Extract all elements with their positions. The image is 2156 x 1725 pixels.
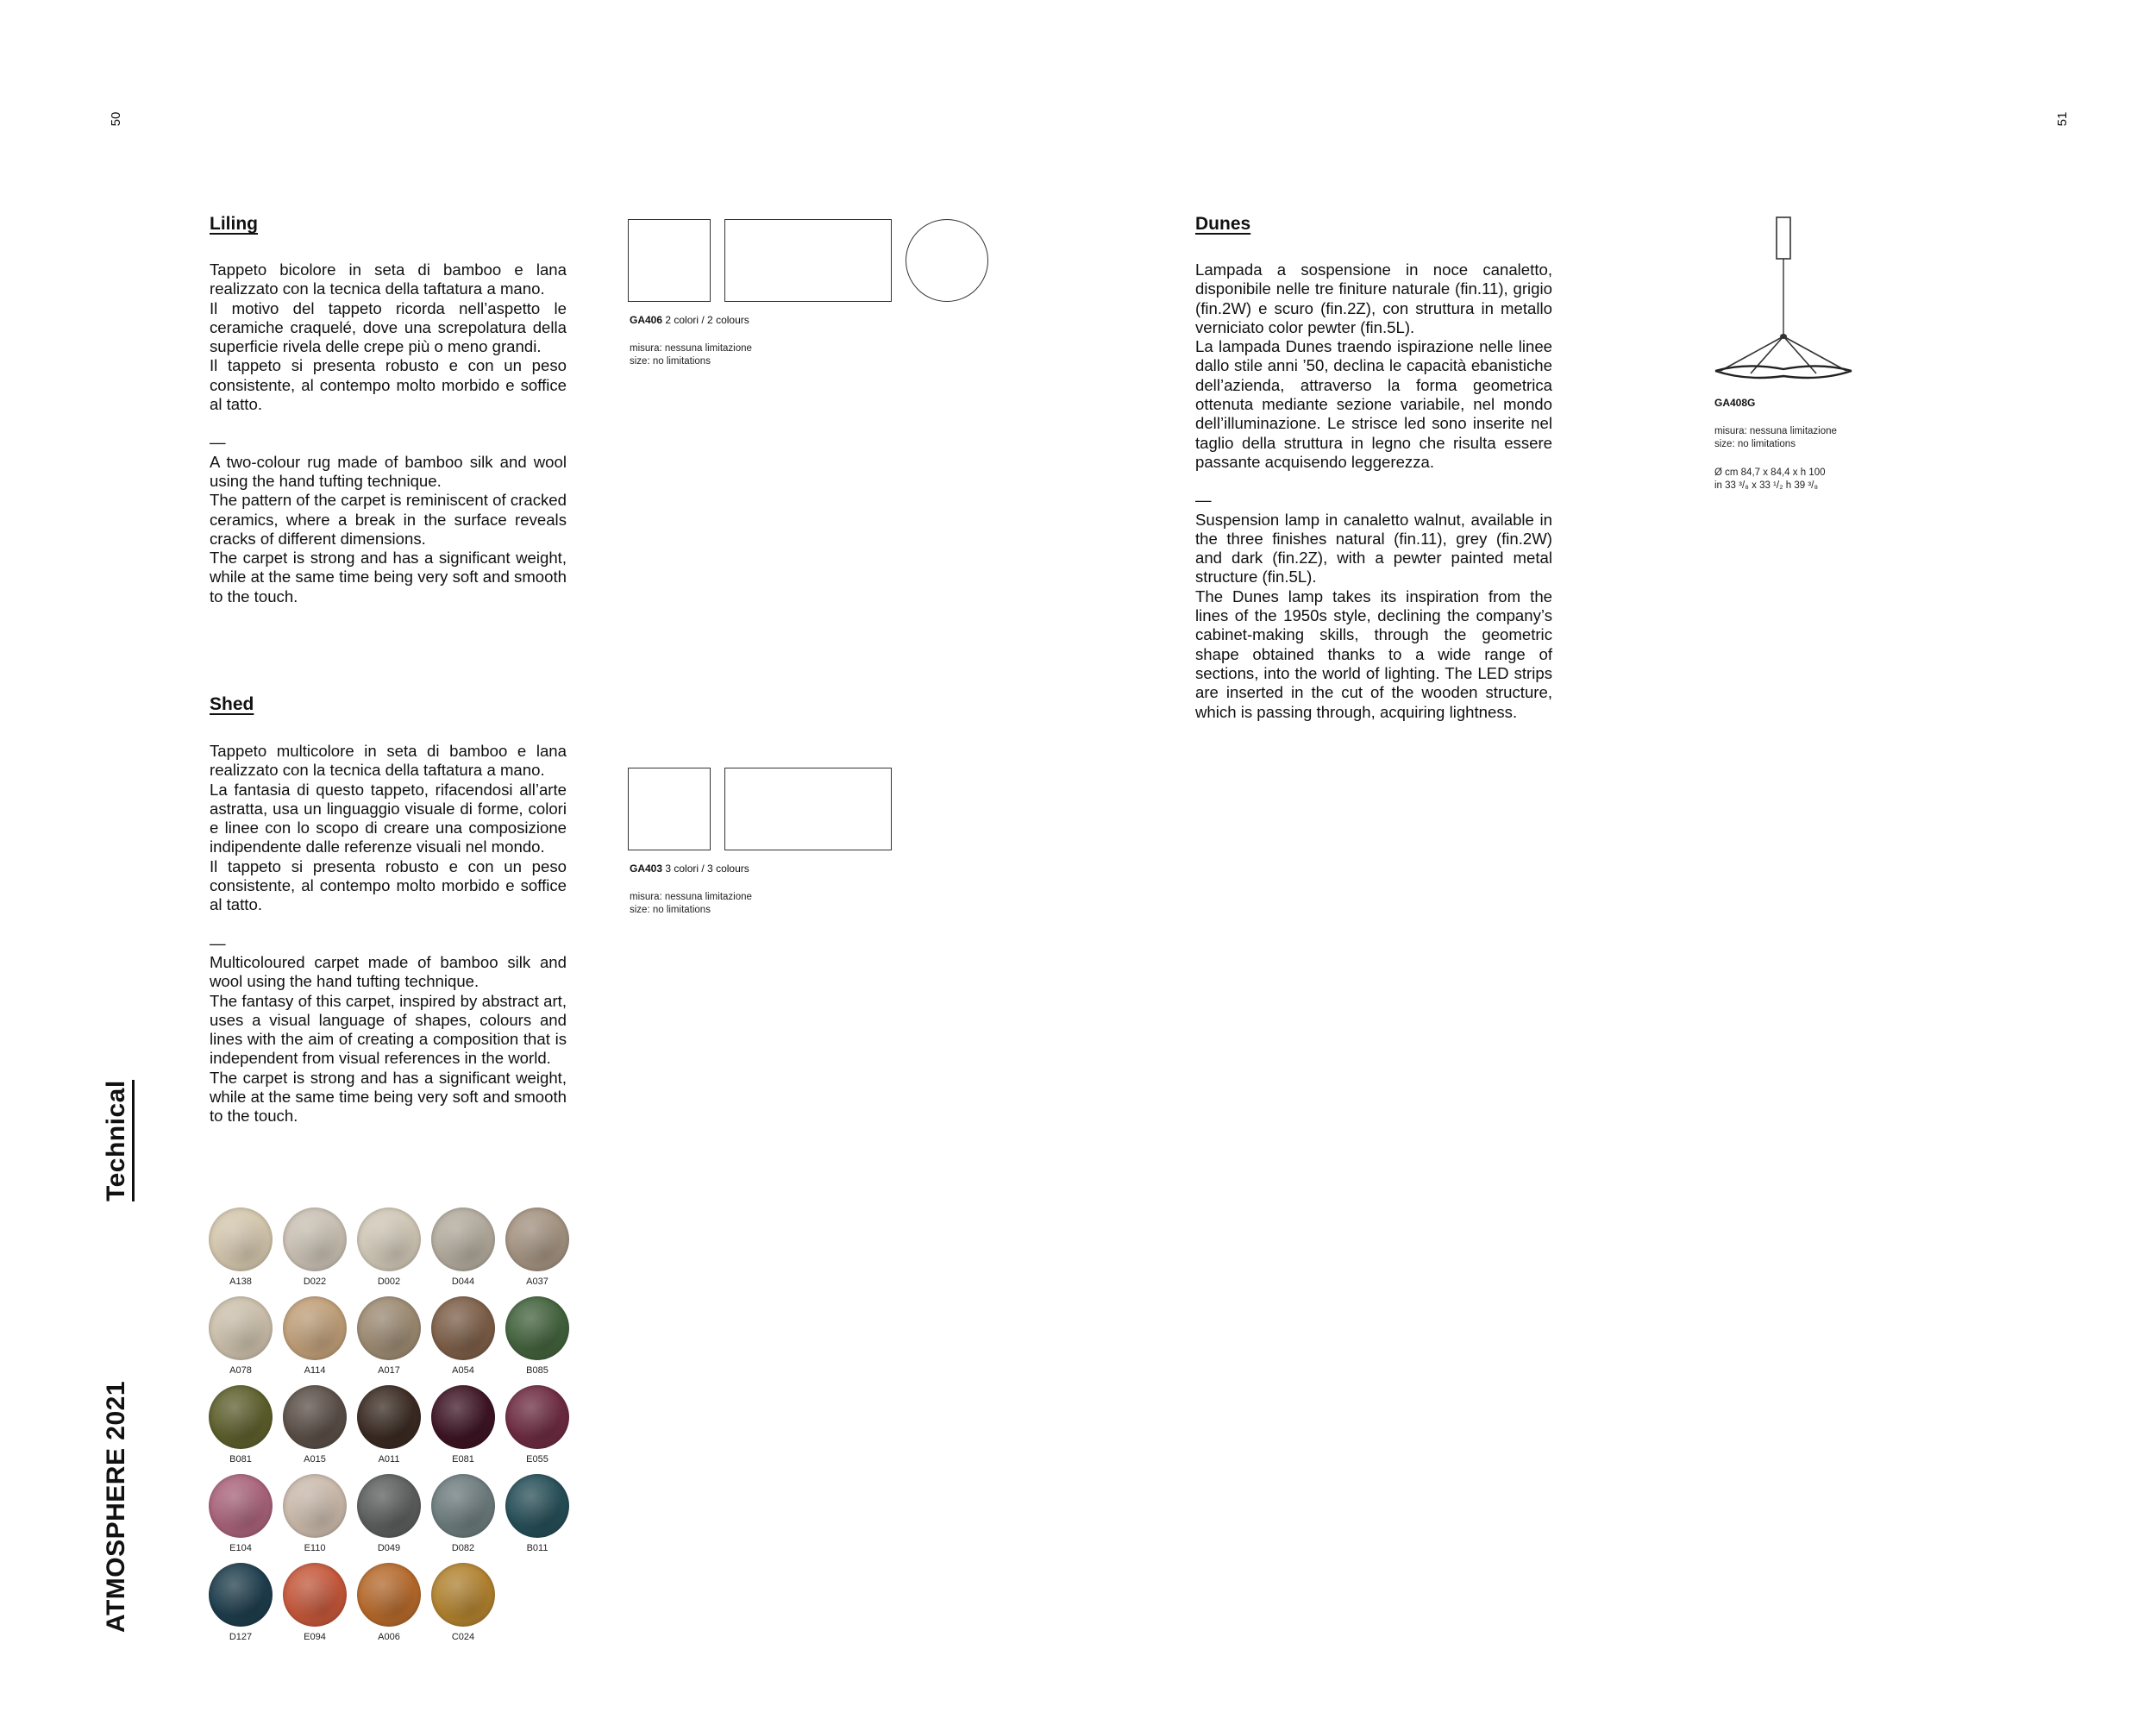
swatch-d002: [357, 1208, 421, 1271]
swatch-d082: [431, 1474, 495, 1538]
liling-it-p3: Il tappeto si presenta robusto e con un peso consistente, al contempo molto morbido e soffice al tatto.: [210, 356, 567, 414]
swatch-label: D049: [377, 1543, 401, 1553]
swatch-a006: [357, 1563, 421, 1627]
liling-text: [210, 260, 567, 606]
swatch-c024: [431, 1563, 495, 1627]
swatch-label: A114: [304, 1365, 326, 1376]
shed-rectangle-shape: [724, 768, 892, 850]
dunes-dim-in: in 33 ³/₈ x 33 ¹/₂ h 39 ³/₈: [1714, 480, 1819, 491]
swatch-d022: [283, 1208, 347, 1271]
swatch-label: E055: [526, 1454, 548, 1465]
swatch-label: D044: [451, 1276, 475, 1287]
dunes-dim-cm: Ø cm 84,7 x 84,4 x h 100: [1714, 467, 1826, 478]
dunes-it-p2: La lampada Dunes traendo ispirazione nelle linee dallo stile anni ’50, declina le capacità ebanistiche dell’azienda, attraverso la forma geometrica ottenuta mediante sezione variabile, nel mondo dell’illuminazione. Le strisce led sono inserite nel taglio della struttura in legno che risulta essere passante acquisendo leggerezza.: [1195, 337, 1552, 471]
shed-title: Shed: [210, 694, 254, 714]
swatch-label: E104: [229, 1543, 252, 1553]
dunes-size-it: misura: nessuna limitazione: [1714, 426, 1837, 436]
shed-size: [630, 891, 752, 917]
dunes-en-p2: The Dunes lamp takes its inspiration from the lines of the 1950s style, declining the company’s cabinet-making skills, through the geometric shape obtained thanks to a wide range of sections, into the world of lighting. The LED strips are inserted in the cut of the wooden structure, which is passing through, acquiring lightness.: [1195, 586, 1552, 721]
swatch-b085: [505, 1296, 569, 1360]
swatch-label: E081: [452, 1454, 474, 1465]
liling-en-p1: A two-colour rug made of bamboo silk and wool using the hand tufting technique.: [210, 452, 567, 490]
swatch-a138: [209, 1208, 273, 1271]
lamp-shade-bottom: [1715, 371, 1852, 378]
swatch-label: E094: [304, 1632, 326, 1642]
swatch-a015: [283, 1385, 347, 1449]
shed-it-p3: Il tappeto si presenta robusto e con un peso consistente, al contempo molto morbido e soffice al tatto.: [210, 856, 567, 914]
swatch-label: B085: [526, 1365, 548, 1376]
dunes-it-p1: Lampada a sospensione in noce canaletto, disponibile nelle tre finiture naturale (fin.11), grigio (fin.2W) e scuro (fin.2Z), con struttura in metallo verniciato color pewter (fin.5L).: [1195, 260, 1552, 336]
shed-colours: 3 colori / 3 colours: [665, 862, 749, 875]
swatch-label: D022: [303, 1276, 327, 1287]
dunes-dimensions: [1714, 467, 1826, 492]
shed-en-p1: Multicoloured carpet made of bamboo silk and wool using the hand tufting technique.: [210, 952, 567, 991]
swatch-label: A054: [452, 1365, 474, 1376]
swatch-a114: [283, 1296, 347, 1360]
liling-size-en: size: no limitations: [630, 356, 711, 367]
dunes-title: Dunes: [1195, 214, 1251, 234]
lamp-shade-top: [1715, 366, 1852, 371]
shed-code: GA403: [630, 862, 663, 875]
liling-code: GA406: [630, 314, 663, 326]
liling-it-p1: Tappeto bicolore in seta di bamboo e lana realizzato con la tecnica della taftatura a mano.: [210, 260, 567, 298]
swatch-label: C024: [451, 1632, 475, 1642]
swatch-d044: [431, 1208, 495, 1271]
shed-size-en: size: no limitations: [630, 905, 711, 915]
liling-en-p3: The carpet is strong and has a significant weight, while at the same time being very soft and smooth to the touch.: [210, 549, 567, 605]
swatch-label: B081: [229, 1454, 252, 1465]
swatch-a017: [357, 1296, 421, 1360]
liling-rectangle-shape: [724, 219, 892, 302]
liling-code-line: [630, 314, 749, 327]
lamp-ceiling-canopy: [1777, 217, 1790, 259]
swatch-e094: [283, 1563, 347, 1627]
liling-circle-shape: [906, 219, 988, 302]
liling-en-p2: The pattern of the carpet is reminiscent of cracked ceramics, where a break in the surface reveals cracks of different dimensions.: [210, 491, 567, 548]
shed-it-p1: Tappeto multicolore in seta di bamboo e lana realizzato con la tecnica della taftatura a mano.: [210, 742, 567, 780]
lamp-arms: [1720, 336, 1846, 373]
shed-size-it: misura: nessuna limitazione: [630, 892, 752, 902]
liling-square-shape: [628, 219, 711, 302]
liling-title: Liling: [210, 214, 258, 234]
dunes-dash: —: [1195, 491, 1212, 510]
swatch-label: A011: [378, 1454, 400, 1465]
shed-text: [210, 742, 567, 1126]
shed-dash: —: [210, 933, 226, 952]
swatch-d127: [209, 1563, 273, 1627]
dunes-code: GA408G: [1714, 397, 1756, 409]
liling-it-p2: Il motivo del tappeto ricorda nell’aspetto le ceramiche craquelé, dove una screpolatura della superficie rivela delle crepe più o meno grandi.: [210, 298, 567, 356]
swatch-label: A138: [229, 1276, 252, 1287]
swatch-a011: [357, 1385, 421, 1449]
swatch-e110: [283, 1474, 347, 1538]
shed-code-line: [630, 862, 749, 875]
dunes-size-en: size: no limitations: [1714, 439, 1796, 449]
swatch-e104: [209, 1474, 273, 1538]
side-label-brand: ATMOSPHERE 2021: [102, 1380, 130, 1633]
swatch-a078: [209, 1296, 273, 1360]
shed-en-p2: The fantasy of this carpet, inspired by abstract art, uses a visual language of shapes, colours and lines with the aim of creating a composition that is independent from visual references in the world.: [210, 991, 567, 1068]
swatch-label: A017: [378, 1365, 400, 1376]
swatch-b011: [505, 1474, 569, 1538]
page-number-left: 50: [109, 111, 123, 127]
swatch-e055: [505, 1385, 569, 1449]
swatch-d049: [357, 1474, 421, 1538]
dunes-code-line: [1714, 397, 1755, 410]
swatch-label: A015: [304, 1454, 326, 1465]
page-number-right: 51: [2055, 111, 2070, 127]
lamp-hub: [1780, 334, 1787, 339]
dunes-text: [1195, 260, 1552, 722]
liling-size-it: misura: nessuna limitazione: [630, 343, 752, 354]
swatch-label: E110: [304, 1543, 326, 1553]
swatch-label: A037: [526, 1276, 548, 1287]
liling-colours: 2 colori / 2 colours: [665, 314, 749, 326]
swatch-a037: [505, 1208, 569, 1271]
swatch-label: D127: [229, 1632, 253, 1642]
liling-dash: —: [210, 433, 226, 452]
dunes-size: [1714, 425, 1837, 451]
swatch-label: A006: [378, 1632, 400, 1642]
swatch-label: D082: [451, 1543, 475, 1553]
dunes-lamp-drawing: [1712, 216, 1858, 384]
dunes-en-p1: Suspension lamp in canaletto walnut, available in the three finishes natural (fin.11), grey (fin.2W) and dark (fin.2Z), with a pewter painted metal structure (fin.5L).: [1195, 510, 1552, 586]
swatch-label: A078: [229, 1365, 252, 1376]
side-label-technical: Technical: [102, 1080, 131, 1201]
swatch-a054: [431, 1296, 495, 1360]
swatch-b081: [209, 1385, 273, 1449]
shed-square-shape: [628, 768, 711, 850]
swatch-label: B011: [526, 1543, 548, 1553]
swatch-label: D002: [377, 1276, 401, 1287]
shed-en-p3: The carpet is strong and has a significant weight, while at the same time being very soft and smooth to the touch.: [210, 1068, 567, 1126]
liling-size: [630, 342, 752, 368]
shed-it-p2: La fantasia di questo tappeto, rifacendosi all’arte astratta, usa un linguaggio visuale di forme, colori e linee con lo scopo di creare una composizione indipendente dalle referenze visuali nel mondo.: [210, 780, 567, 856]
swatch-e081: [431, 1385, 495, 1449]
